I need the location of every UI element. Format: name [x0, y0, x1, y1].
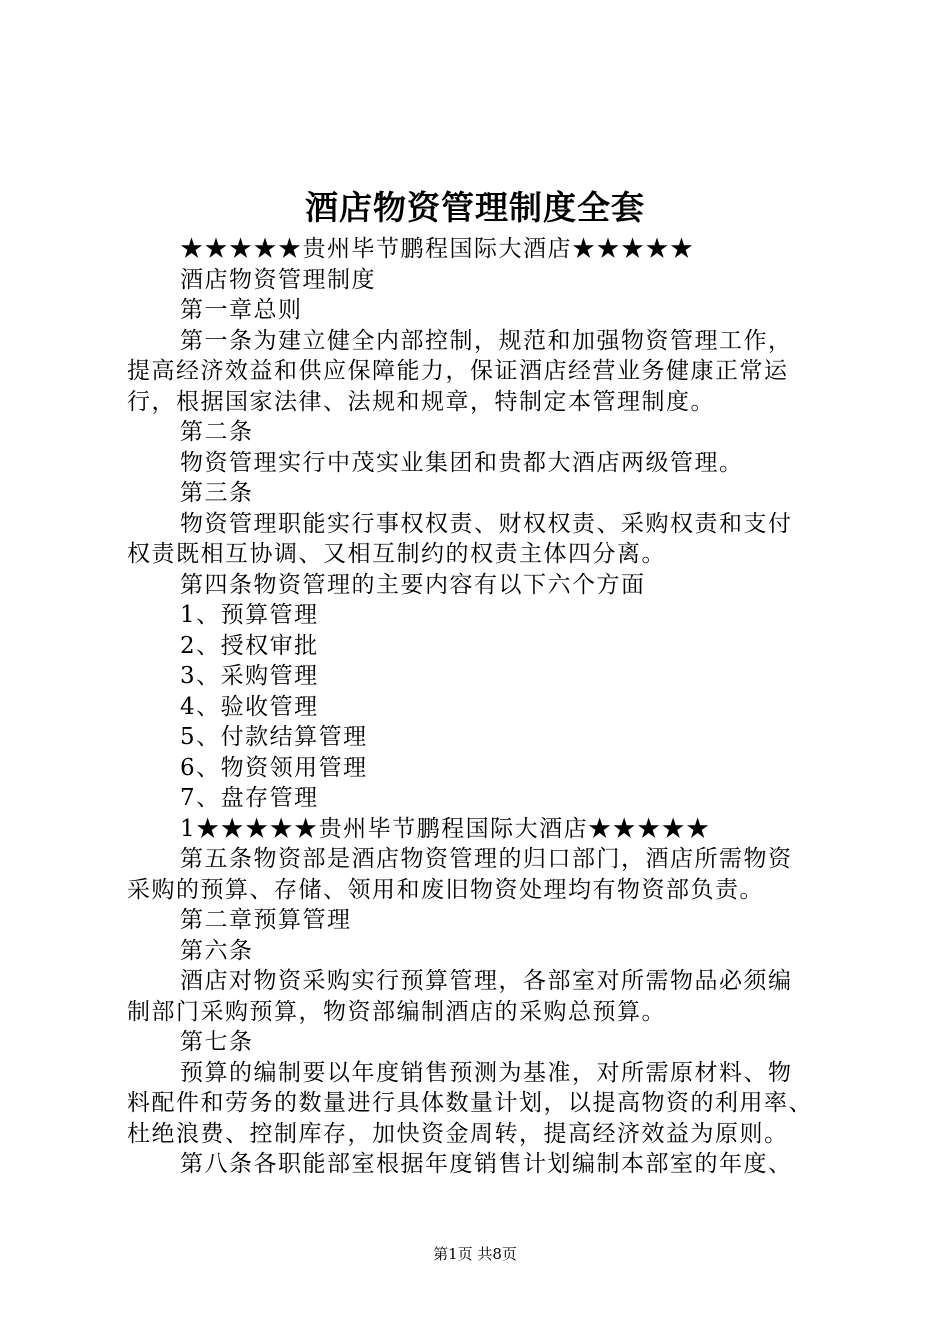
body-line: 酒店对物资采购实行预算管理，各部室对所需物品必须编: [180, 968, 793, 994]
document-title: 酒店物资管理制度全套: [305, 188, 645, 227]
body-line: 第二章预算管理: [180, 907, 352, 933]
document-body: [127, 234, 833, 1180]
body-line: 杜绝浪费、控制库存，加快资金周转，提高经济效益为原则。: [127, 1120, 789, 1147]
body-line: 权责既相互协调、又相互制约的权责主体四分离。: [127, 541, 666, 567]
body-line: 第六条: [180, 937, 254, 964]
body-line: 第三条: [180, 480, 254, 506]
body-line: 预算的编制要以年度销售预测为基准，对所需原材料、物: [180, 1059, 793, 1086]
body-line: 4、验收管理: [180, 693, 319, 720]
body-line: ★★★★★贵州毕节鹏程国际大酒店★★★★★: [180, 236, 695, 262]
body-line: 第五条物资部是酒店物资管理的归口部门，酒店所需物资: [180, 846, 793, 872]
body-line: 物资管理实行中茂实业集团和贵都大酒店两级管理。: [180, 449, 744, 476]
body-line: 2、授权审批: [180, 632, 319, 659]
body-line: 第一章总则: [180, 297, 303, 323]
body-line: 料配件和劳务的数量进行具体数量计划，以提高物资的利用率、: [127, 1090, 813, 1116]
body-line: 1、预算管理: [180, 602, 319, 628]
body-line: 6、物资领用管理: [180, 754, 368, 781]
body-line: 3、采购管理: [180, 663, 319, 689]
body-line: 第七条: [180, 1029, 254, 1055]
body-line: 第四条物资管理的主要内容有以下六个方面: [180, 571, 646, 598]
body-line: 5、付款结算管理: [180, 724, 368, 750]
body-line: 第二条: [180, 419, 254, 445]
page-footer: 第1页 共8页: [433, 1245, 517, 1263]
body-line: 采购的预算、存储、领用和废旧物资处理均有物资部负责。: [127, 876, 764, 903]
body-line: 物资管理职能实行事权权责、财权权责、采购权责和支付: [180, 510, 793, 537]
body-line: 1★★★★★贵州毕节鹏程国际大酒店★★★★★: [180, 815, 711, 842]
body-line: 7、盘存管理: [180, 785, 319, 811]
body-line: 行，根据国家法律、法规和规章，特制定本管理制度。: [127, 388, 715, 415]
body-line: 第八条各职能部室根据年度销售计划编制本部室的年度、: [180, 1151, 793, 1177]
body-line: 酒店物资管理制度: [180, 266, 376, 293]
body-line: 第一条为建立健全内部控制，规范和加强物资管理工作，: [180, 327, 793, 354]
body-line: 提高经济效益和供应保障能力，保证酒店经营业务健康正常运: [127, 358, 789, 384]
body-line: 制部门采购预算，物资部编制酒店的采购总预算。: [127, 998, 666, 1025]
